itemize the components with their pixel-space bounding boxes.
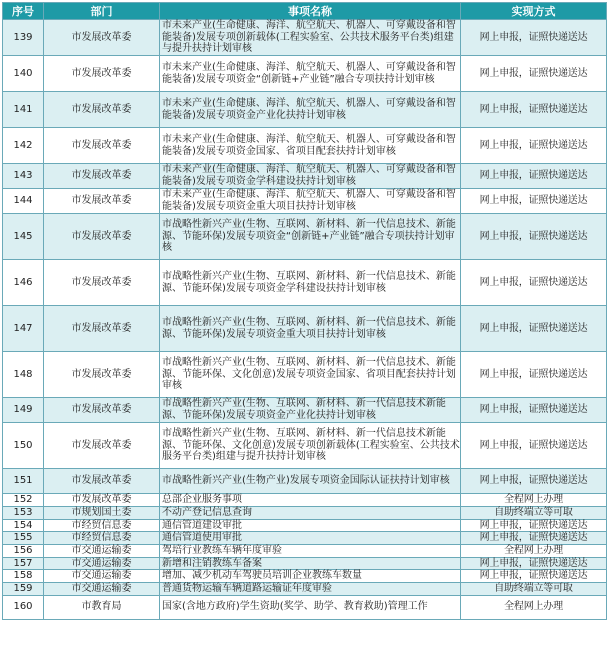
table-row <box>3 469 607 494</box>
row-department: 市发展改革委 <box>44 260 160 306</box>
table-row <box>3 260 607 306</box>
table-row <box>3 92 607 128</box>
row-number: 158 <box>3 570 44 583</box>
row-number: 141 <box>3 92 44 128</box>
table-row <box>3 306 607 352</box>
row-number: 153 <box>3 506 44 519</box>
row-department: 市发展改革委 <box>44 494 160 507</box>
header-row <box>3 3 607 20</box>
row-item-name: 市战略性新兴产业(生物、互联网、新材料、新一代信息技术、新能源、节能环保、文化创意)发展专项资金国家、省项目配套扶持计划审核 <box>160 352 461 398</box>
row-method: 网上申报，证照快递送达 <box>461 214 607 260</box>
row-item-name: 通信管道建设审批 <box>160 519 461 532</box>
row-method: 网上申报，证照快递送达 <box>461 570 607 583</box>
row-department: 市交通运输委 <box>44 583 160 596</box>
row-item-name: 市战略性新兴产业(生物、互联网、新材料、新一代信息技术、新能源、节能环保)发展专项资金“创新链+产业链”融合专项扶持计划审核 <box>160 214 461 260</box>
row-department: 市交通运输委 <box>44 557 160 570</box>
row-department: 市发展改革委 <box>44 164 160 189</box>
row-method: 网上申报，证照快递送达 <box>461 56 607 92</box>
row-item-name: 市未来产业(生命健康、海洋、航空航天、机器人、可穿戴设备和智能装备)发展专项资金“创新链+产业链”融合专项扶持计划审核 <box>160 56 461 92</box>
services-table <box>2 2 607 620</box>
row-method: 网上申报，证照快递送达 <box>461 306 607 352</box>
row-number: 155 <box>3 532 44 545</box>
table-row <box>3 595 607 619</box>
table-row <box>3 583 607 596</box>
table-row <box>3 423 607 469</box>
row-department: 市发展改革委 <box>44 92 160 128</box>
table-row <box>3 557 607 570</box>
row-department: 市发展改革委 <box>44 469 160 494</box>
row-method: 网上申报，证照快递送达 <box>461 164 607 189</box>
row-number: 159 <box>3 583 44 596</box>
table-row <box>3 532 607 545</box>
table-row <box>3 519 607 532</box>
row-department: 市发展改革委 <box>44 56 160 92</box>
row-number: 139 <box>3 20 44 56</box>
row-method: 网上申报，证照快递送达 <box>461 260 607 306</box>
row-method: 全程网上办理 <box>461 595 607 619</box>
table-row <box>3 128 607 164</box>
row-method: 网上申报，证照快递送达 <box>461 92 607 128</box>
table-row <box>3 570 607 583</box>
row-item-name: 普通货物运输车辆道路运输证年度审验 <box>160 583 461 596</box>
row-number: 156 <box>3 544 44 557</box>
row-method: 网上申报，证照快递送达 <box>461 189 607 214</box>
row-method: 网上申报，证照快递送达 <box>461 519 607 532</box>
row-method: 网上申报，证照快递送达 <box>461 557 607 570</box>
row-number: 148 <box>3 352 44 398</box>
table-row <box>3 494 607 507</box>
row-department: 市规划国土委 <box>44 506 160 519</box>
row-number: 147 <box>3 306 44 352</box>
row-number: 152 <box>3 494 44 507</box>
row-department: 市教育局 <box>44 595 160 619</box>
row-item-name: 总部企业服务事项 <box>160 494 461 507</box>
row-department: 市经贸信息委 <box>44 532 160 545</box>
row-number: 145 <box>3 214 44 260</box>
row-item-name: 不动产登记信息查询 <box>160 506 461 519</box>
row-number: 149 <box>3 398 44 423</box>
row-number: 146 <box>3 260 44 306</box>
row-item-name: 市未来产业(生命健康、海洋、航空航天、机器人、可穿戴设备和智能装备)发展专项资金产业化扶持计划审核 <box>160 92 461 128</box>
table-row <box>3 214 607 260</box>
row-method: 网上申报，证照快递送达 <box>461 352 607 398</box>
row-method: 全程网上办理 <box>461 494 607 507</box>
row-number: 144 <box>3 189 44 214</box>
row-method: 全程网上办理 <box>461 544 607 557</box>
row-item-name: 市战略性新兴产业(生物产业)发展专项资金国际认证扶持计划审核 <box>160 469 461 494</box>
row-method: 网上申报，证照快递送达 <box>461 20 607 56</box>
row-department: 市交通运输委 <box>44 544 160 557</box>
row-method: 网上申报，证照快递送达 <box>461 128 607 164</box>
header-name: 事项名称 <box>160 3 461 20</box>
table-row <box>3 189 607 214</box>
row-item-name: 市未来产业(生命健康、海洋、航空航天、机器人、可穿戴设备和智能装备)发展专项资金国家、省项目配套扶持计划审核 <box>160 128 461 164</box>
row-department: 市发展改革委 <box>44 398 160 423</box>
row-item-name: 新增和注销教练车备案 <box>160 557 461 570</box>
row-method: 网上申报，证照快递送达 <box>461 398 607 423</box>
table-body <box>3 20 607 620</box>
table-row <box>3 398 607 423</box>
row-item-name: 市战略性新兴产业(生物、互联网、新材料、新一代信息技术、新能源、节能环保)发展专项资金重大项目扶持计划审核 <box>160 306 461 352</box>
row-department: 市发展改革委 <box>44 214 160 260</box>
row-method: 自助终端立等可取 <box>461 583 607 596</box>
row-number: 160 <box>3 595 44 619</box>
row-method: 网上申报，证照快递送达 <box>461 469 607 494</box>
row-number: 140 <box>3 56 44 92</box>
row-item-name: 市战略性新兴产业(生物、互联网、新材料、新一代信息技术、新能源、节能环保)发展专项资金学科建设扶持计划审核 <box>160 260 461 306</box>
row-department: 市发展改革委 <box>44 352 160 398</box>
row-method: 自助终端立等可取 <box>461 506 607 519</box>
row-item-name: 驾培行业教练车辆年度审验 <box>160 544 461 557</box>
table-row <box>3 56 607 92</box>
table-row <box>3 544 607 557</box>
header-dept: 部门 <box>44 3 160 20</box>
row-department: 市经贸信息委 <box>44 519 160 532</box>
row-number: 150 <box>3 423 44 469</box>
row-item-name: 市未来产业(生命健康、海洋、航空航天、机器人、可穿戴设备和智能装备)发展专项资金重大项目扶持计划审核 <box>160 189 461 214</box>
row-item-name: 市战略性新兴产业(生物、互联网、新材料、新一代信息技术新能源、节能环保)发展专项资金产业化扶持计划审核 <box>160 398 461 423</box>
row-department: 市发展改革委 <box>44 189 160 214</box>
table-row <box>3 164 607 189</box>
row-number: 142 <box>3 128 44 164</box>
row-item-name: 增加、减少机动车驾驶员培训企业教练车数量 <box>160 570 461 583</box>
row-number: 154 <box>3 519 44 532</box>
table-row <box>3 506 607 519</box>
row-department: 市发展改革委 <box>44 423 160 469</box>
row-item-name: 市战略性新兴产业(生物、互联网、新材料、新一代信息技术新能源、节能环保、文化创意)发展专项创新载体(工程实验室、公共技术服务平台类)组建与提升扶持计划审核 <box>160 423 461 469</box>
row-department: 市交通运输委 <box>44 570 160 583</box>
row-number: 143 <box>3 164 44 189</box>
row-number: 151 <box>3 469 44 494</box>
header-method: 实现方式 <box>461 3 607 20</box>
table-row <box>3 352 607 398</box>
row-method: 网上申报，证照快递送达 <box>461 423 607 469</box>
row-department: 市发展改革委 <box>44 20 160 56</box>
row-item-name: 通信管道使用审批 <box>160 532 461 545</box>
row-item-name: 市未来产业(生命健康、海洋、航空航天、机器人、可穿戴设备和智能装备)发展专项资金学科建设扶持计划审核 <box>160 164 461 189</box>
row-department: 市发展改革委 <box>44 306 160 352</box>
row-number: 157 <box>3 557 44 570</box>
row-item-name: 国家(含地方政府)学生资助(奖学、助学、教育救助)管理工作 <box>160 595 461 619</box>
table-row <box>3 20 607 56</box>
row-item-name: 市未来产业(生命健康、海洋、航空航天、机器人、可穿戴设备和智能装备)发展专项创新载体(工程实验室、公共技术服务平台类)组建与提升扶持计划审核 <box>160 20 461 56</box>
header-num: 序号 <box>3 3 44 20</box>
row-method: 网上申报，证照快递送达 <box>461 532 607 545</box>
row-department: 市发展改革委 <box>44 128 160 164</box>
